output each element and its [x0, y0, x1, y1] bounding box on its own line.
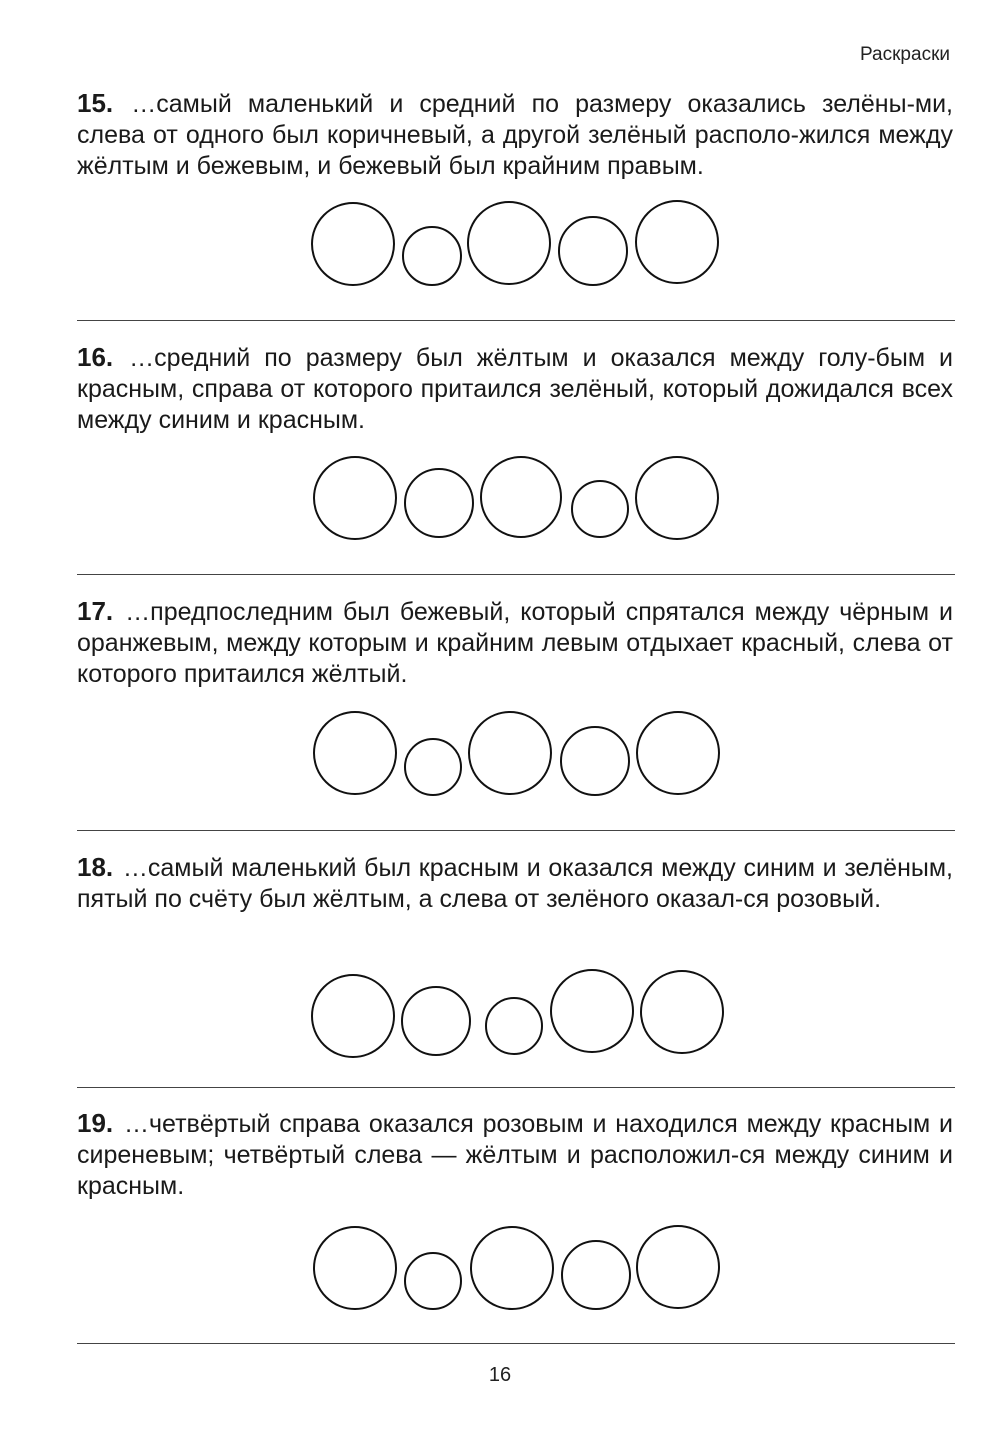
- task-18-text: [77, 852, 953, 915]
- circle-2[interactable]: [402, 987, 470, 1055]
- task-17: [77, 596, 953, 690]
- circle-5[interactable]: [641, 971, 723, 1053]
- circle-3[interactable]: [468, 202, 550, 284]
- circle-4[interactable]: [551, 970, 633, 1052]
- separator: [77, 1343, 955, 1344]
- circle-1[interactable]: [314, 1227, 396, 1309]
- circle-3[interactable]: [469, 712, 551, 794]
- task-17-body: …предпоследним был бежевый, который спрятался между чёрным и оранжевым, между которым и крайним левым отдыхает красный, слева от которого притаился жёлтый.: [77, 598, 953, 688]
- circle-1[interactable]: [312, 975, 394, 1057]
- separator: [77, 320, 955, 321]
- separator: [77, 1087, 955, 1088]
- task-15-body: …самый маленький и средний по размеру оказались зелёны-ми, слева от одного был коричневый, а другой зелёный располо-жился между жёлтым и бежевым, и бежевый был крайним правым.: [77, 90, 953, 180]
- task-17-circles: [0, 703, 1000, 803]
- task-15-text: [77, 88, 953, 182]
- page-number: 16: [488, 1364, 512, 1386]
- task-16-text: [77, 342, 953, 436]
- circle-1[interactable]: [312, 203, 394, 285]
- task-17-text: [77, 596, 953, 690]
- task-18-circles: [0, 960, 1000, 1060]
- circle-1[interactable]: [314, 457, 396, 539]
- task-19-number: 19.: [77, 1108, 114, 1138]
- section-title: Раскраски: [860, 44, 950, 65]
- circle-5[interactable]: [637, 1226, 719, 1308]
- task-16: [77, 342, 953, 436]
- task-19: [77, 1108, 953, 1202]
- separator: [77, 830, 955, 831]
- circle-4[interactable]: [572, 481, 628, 537]
- circle-5[interactable]: [636, 201, 718, 283]
- task-19-circles: [0, 1218, 1000, 1318]
- task-16-circles: [0, 448, 1000, 548]
- task-16-body: …средний по размеру был жёлтым и оказался между голу-бым и красным, справа от которого притаился зелёный, который дожидался всех между синим и красным.: [77, 344, 953, 434]
- circle-4[interactable]: [559, 217, 627, 285]
- task-16-number: 16.: [77, 342, 114, 372]
- circle-2[interactable]: [405, 469, 473, 537]
- task-15-circles: [0, 195, 1000, 295]
- task-15: [77, 88, 953, 182]
- circle-3[interactable]: [486, 998, 542, 1054]
- circle-4[interactable]: [561, 727, 629, 795]
- circle-5[interactable]: [637, 712, 719, 794]
- task-18: [77, 852, 953, 915]
- circle-3[interactable]: [481, 457, 561, 537]
- circle-2[interactable]: [403, 227, 461, 285]
- circle-2[interactable]: [405, 739, 461, 795]
- circle-5[interactable]: [636, 457, 718, 539]
- task-17-number: 17.: [77, 596, 114, 626]
- task-18-number: 18.: [77, 852, 114, 882]
- task-15-number: 15.: [77, 88, 114, 118]
- task-19-text: [77, 1108, 953, 1202]
- circle-4[interactable]: [562, 1241, 630, 1309]
- circle-2[interactable]: [405, 1253, 461, 1309]
- separator: [77, 574, 955, 575]
- circle-1[interactable]: [314, 712, 396, 794]
- circle-3[interactable]: [471, 1227, 553, 1309]
- task-19-body: …четвёртый справа оказался розовым и находился между красным и сиреневым; четвёртый слева — жёлтым и расположил-ся между синим и красным.: [77, 1110, 954, 1200]
- task-18-body: …самый маленький был красным и оказался между синим и зелёным, пятый по счёту был жёлтым, а слева от зелёного оказал-ся розовый.: [77, 854, 953, 913]
